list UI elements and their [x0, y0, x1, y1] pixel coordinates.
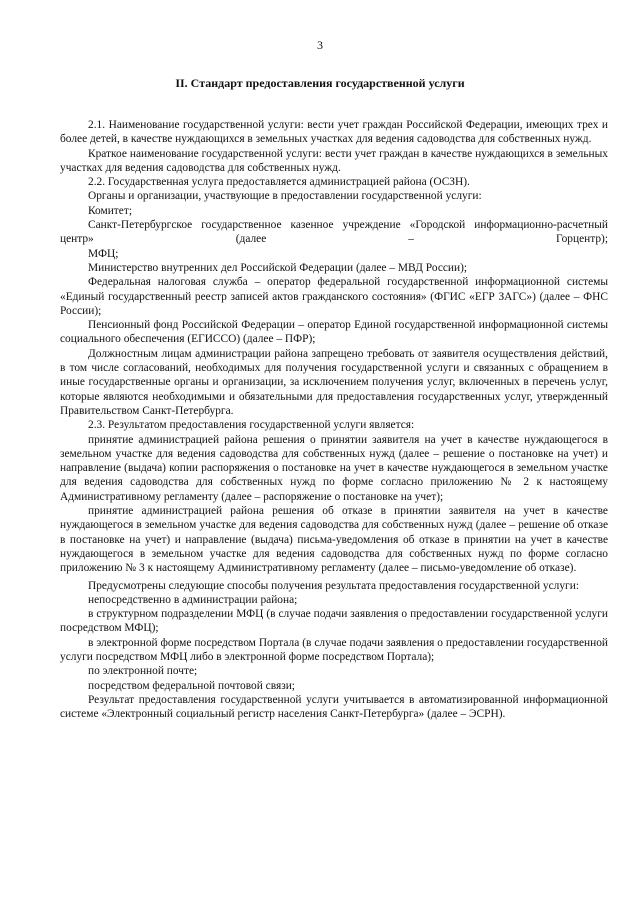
paragraph-2-2: 2.2. Государственная услуга предоставляется администрацией района (ОСЗН). [88, 176, 470, 189]
list-item-gorcentr: Санкт-Петербургское государственное казенное учреждение «Городской информационно-расчетный центр» (далее – Горцентр); [60, 219, 608, 246]
paragraph-bodies-intro: Органы и организации, участвующие в предоставлении государственной услуги: [88, 190, 482, 203]
list-item-admin: непосредственно в администрации района; [88, 593, 298, 606]
list-item-fns: Федеральная налоговая служба – оператор федеральной государственной информационной системы «Единый государственный реестр записей актов гражданского состояния» (ФГИС «ЕГР ЗАГС») (далее – ФНС России); [60, 276, 608, 317]
paragraph-2-3: 2.3. Результатом предоставления государственной услуги является: [88, 419, 415, 432]
document-body [60, 118, 608, 721]
list-item-mvd: Министерство внутренних дел Российской Федерации (далее – МВД России); [88, 261, 468, 274]
paragraph-esrn: Результат предоставления государственной услуги учитывается в автоматизированной информационной системе «Электронный социальный регистр населения Санкт-Петербурга» (далее – ЭСРН). [60, 693, 608, 721]
list-item-portal: в электронной форме посредством Портала (в случае подачи заявления о предоставлении государственной услуги посредством МФЦ либо в электронной форме посредством Портала); [60, 636, 608, 663]
list-item-mfc-unit: в структурном подразделении МФЦ (в случае подачи заявления о предоставлении государственной услуги посредством МФЦ); [60, 608, 608, 635]
list-item-pfr: Пенсионный фонд Российской Федерации – оператор Единой государственной информационной системы социального обеспечения (ЕГИССО) (далее – ПФР); [60, 319, 608, 346]
list-item-email: по электронной почте; [88, 665, 198, 678]
paragraph-result-accept: принятие администрацией района решения о принятии заявителя на учет в качестве нуждающегося в земельном участке для ведения садоводства для собственных нужд (далее – решение о постановке на учет) и направление (выдача) копии распоряжения о постановке на учет в качестве нуждающегося в земельном участке для ведения садоводства для собственных нужд по форме согласно приложению № 2 к настоящему Административному регламенту (далее – распоряжение о постановке на учет); [60, 433, 608, 503]
list-item-post: посредством федеральной почтовой связи; [88, 679, 295, 692]
list-item-mfc: МФЦ; [88, 247, 119, 260]
paragraph-prohibition: Должностным лицам администрации района запрещено требовать от заявителя осуществления действий, в том числе согласований, необходимых для получения государственной услуги и связанных с обращением в иные государственные органы и организации, за исключением получения услуг, включенных в перечень услуг, которые являются необходимыми и обязательными для предоставления государственных услуг, утвержденный Правительством Санкт-Петербурга. [60, 347, 608, 417]
paragraph-short-name: Краткое наименование государственной услуги: вести учет граждан в качестве нуждающихся в земельных участках для ведения садоводства для собственных нужд. [60, 147, 608, 174]
section-title: II. Стандарт предоставления государственной услуги [175, 76, 465, 90]
page-number: 3 [317, 38, 323, 52]
paragraph-result-methods: Предусмотрены следующие способы получения результата предоставления государственной услуги: [88, 579, 579, 592]
paragraph-2-1: 2.1. Наименование государственной услуги: вести учет граждан Российской Федерации, имеющих трех и более детей, в качестве нуждающихся в земельных участках для ведения садоводства для собственных нужд. [60, 119, 608, 146]
list-item-committee: Комитет; [88, 204, 132, 217]
paragraph-result-refuse: принятие администрацией района решения об отказе в принятии заявителя на учет в качестве нуждающегося в земельном участке для ведения садоводства для собственных нужд (далее – решение об отказе в постановке на учет) и направление (выдача) письма-уведомления об отказе в принятии на учет в качестве нуждающегося в земельном участке для ведения садоводства для собственных нужд по форме согласно приложению № 3 к настоящему Административному регламенту (далее – письмо-уведомление об отказе). [60, 505, 608, 575]
